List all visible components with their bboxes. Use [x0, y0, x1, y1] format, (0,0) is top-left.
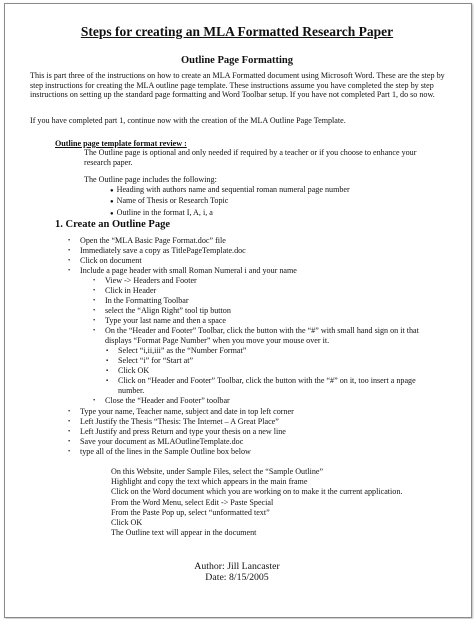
bullet-icon: •	[93, 327, 96, 334]
bullet-icon: •	[68, 247, 71, 254]
document-title: Steps for creating an MLA Formatted Research Paper	[80, 24, 394, 39]
bullet-icon: •	[68, 418, 71, 425]
bullet-icon: ●	[110, 210, 114, 217]
document-subtitle: Outline Page Formatting	[181, 55, 293, 66]
list-item: ● Heading with authors name and sequential roman numeral page number	[110, 185, 350, 194]
bullet-icon: •	[93, 277, 96, 284]
subsubstep-item: Click on “Header and Footer” Toolbar, click the button with the “#” on it, too insert a npage	[118, 376, 416, 385]
step-item: Open the “MLA Basic Page Format.doc” file	[80, 236, 226, 245]
includes-intro: The Outline page includes the following:	[84, 175, 217, 184]
substep-item: On the “Header and Footer” Toolbar, click the button with the “#” with small hand sign on it that	[105, 326, 419, 335]
substep-item: select the “Align Right” tool tip button	[105, 306, 231, 315]
instruction-line: Highlight and copy the text which appears in the main frame	[111, 477, 308, 487]
step-item: Left Justify and press Return and type your thesis on a new line	[80, 427, 286, 436]
bullet-icon: ●	[110, 199, 114, 206]
instruction-line: The Outline text will appear in the document	[111, 528, 257, 538]
bullet-icon: •	[68, 428, 71, 435]
instruction-line: From the Paste Pop up, select “unformatted text”	[111, 507, 270, 517]
bullet-icon: •	[68, 267, 71, 274]
subsubstep-item: Select “i” for “Start at”	[118, 356, 194, 365]
instruction-line: Click on the Word document which you are working on to make it the current application.	[111, 487, 403, 497]
bullet-icon: •	[68, 408, 71, 415]
substep-item: In the Formatting Toolbar	[105, 296, 189, 305]
list-item: ● Outline in the format I, A, i, a	[110, 207, 213, 217]
instruction-line: From the Word Menu, select Edit -> Paste Special	[111, 497, 274, 507]
includes-list	[110, 185, 350, 219]
step-item: Include a page header with small Roman Numeral i and your name	[80, 266, 297, 275]
bullet-icon: •	[93, 307, 96, 314]
bullet-icon: ▪	[106, 358, 109, 364]
substep-item: Click in Header	[105, 286, 157, 295]
subsubstep-item: Click OK	[118, 366, 150, 375]
continue-paragraph: If you have completed part 1, continue now with the creation of the MLA Outline Page Template.	[30, 116, 346, 125]
bullet-icon: ▪	[106, 368, 109, 374]
sample-instructions	[111, 467, 402, 538]
review-heading: Outline page template format review :	[55, 139, 187, 148]
intro-paragraph: This is part three of the instructions on how to create an MLA Formatted document using Microsoft Word. These are the step by step instructions for creating the MLA outline page template. These instructions assume you have completed the step by step instructions on setting up the standard page formatting and Word Toolbar setup. If you have not completed Part 1, do so now.	[30, 71, 445, 100]
list-item: ● Name of Thesis or Research Topic	[110, 196, 229, 206]
bullet-icon: ●	[110, 188, 114, 194]
section-heading: 1. Create an Outline Page	[55, 219, 170, 230]
review-paragraph: The Outline page is optional and only needed if required by a teacher or if you choose to enhance your research paper.	[84, 148, 417, 167]
step-item: type all of the lines in the Sample Outline box below	[80, 447, 251, 456]
bullet-icon: •	[93, 297, 96, 304]
bullet-icon: •	[93, 397, 96, 404]
step-item: Type your name, Teacher name, subject and date in top left corner	[80, 407, 294, 416]
bullet-icon: •	[68, 438, 71, 445]
bullet-icon: •	[68, 448, 71, 455]
bullet-icon: ▪	[106, 348, 109, 354]
instruction-line: On this Website, under Sample Files, select the “Sample Outline”	[111, 467, 324, 476]
substep-item: View -> Headers and Footer	[105, 276, 197, 285]
bullet-icon: •	[68, 237, 71, 244]
author-line: Author: Jill Lancaster	[194, 561, 280, 572]
date-line: Date: 8/15/2005	[205, 572, 269, 583]
substep-item: Type your last name and then a space	[105, 316, 227, 325]
instruction-line: Click OK	[111, 518, 143, 528]
bullet-icon: •	[93, 317, 96, 324]
bullet-icon: •	[68, 257, 71, 264]
subsubstep-item: Select “i,ii,iii” as the “Number Format”	[118, 346, 247, 355]
bullet-icon: •	[93, 287, 96, 294]
bullet-icon: ▪	[106, 378, 109, 384]
substep-item-continued: displays “Format Page Number” when you move your mouse over it.	[105, 336, 330, 345]
step-item: Click on document	[80, 256, 142, 265]
substep-item: Close the “Header and Footer” toolbar	[105, 396, 230, 405]
subsubstep-item-continued: number.	[118, 386, 145, 395]
step-item: Save your document as MLAOutlineTemplate.doc	[80, 437, 244, 446]
step-item: Left Justify the Thesis “Thesis: The Internet – A Great Place”	[80, 417, 279, 426]
step-item: Immediately save a copy as TitlePageTemplate.doc	[80, 246, 246, 255]
